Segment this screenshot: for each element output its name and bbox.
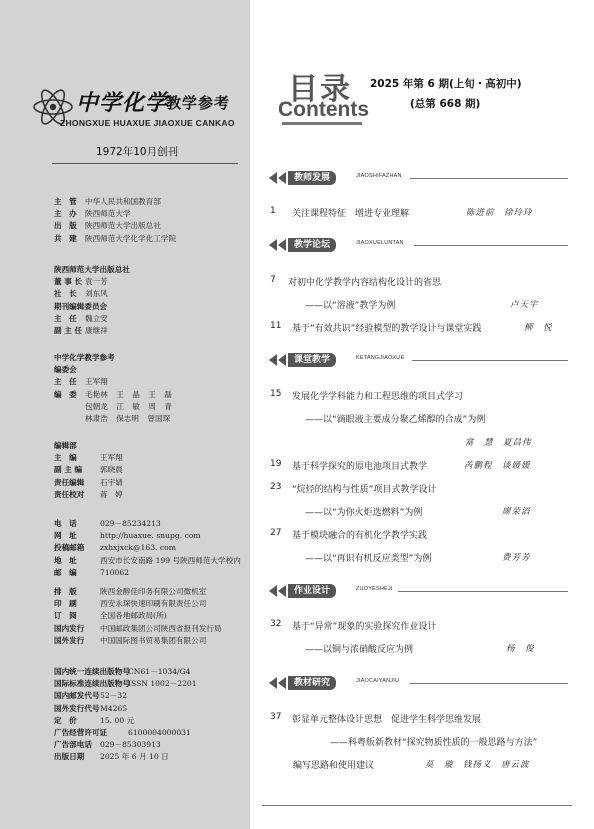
- page-number: 23: [270, 482, 282, 492]
- board-members-line: 林肃浩 保志明 曾国琛: [85, 414, 171, 424]
- press-heading: 陕西师范大学出版总社: [54, 265, 130, 274]
- section-tag: 教学论坛: [288, 238, 336, 252]
- board-heading: 中学化学教学参考: [54, 353, 115, 362]
- journal-logo-text: 中学化学: [76, 90, 169, 116]
- section-rule: [410, 683, 568, 684]
- contact-block: [54, 518, 241, 579]
- section-tag: 教师发展: [288, 171, 336, 185]
- article-subtitle-cont: 编写思路和使用建议: [293, 761, 375, 771]
- article-title: 对初中化学教学内容结构化设计的省思: [288, 278, 442, 288]
- section-pinyin: JIAOSHIFAZHAN: [356, 173, 402, 179]
- info-value: 魏立安: [85, 313, 108, 323]
- article-author: 柳 悦: [524, 323, 553, 333]
- info-label: 责任编辑: [54, 477, 85, 487]
- page-number: 1: [270, 206, 276, 216]
- double-arrow-icon: [268, 172, 288, 184]
- info-value: 6100004000031: [128, 728, 191, 738]
- article-author: 费芳芳: [502, 553, 531, 563]
- info-label: 投稿邮箱: [54, 543, 85, 553]
- info-label: 社 长: [54, 289, 77, 299]
- publish-date: 2025 年 6 月 10 日: [100, 752, 169, 762]
- info-label: 广告部电话: [54, 740, 92, 750]
- founded-date: 1972年10月创刊: [96, 146, 179, 158]
- info-label: 主 编: [54, 453, 77, 463]
- editorial-board-block: [54, 352, 172, 425]
- section-tag: 教材研究: [288, 676, 336, 690]
- info-value: M4265: [100, 703, 128, 713]
- registration-block: [54, 666, 197, 764]
- info-value: 袁一芳: [85, 277, 108, 287]
- info-label: 副 主 任: [54, 326, 83, 336]
- article-title: 发展化学学科能力和工程思维的项目式学习: [292, 392, 464, 402]
- info-value: 王军翔: [100, 453, 123, 463]
- page-number: 27: [270, 528, 282, 538]
- info-value: 陕西师范大学: [85, 209, 131, 219]
- double-arrow-icon: [268, 585, 288, 597]
- info-label: 邮 编: [54, 567, 77, 577]
- section-header: [268, 353, 568, 367]
- bottom-rule: [262, 805, 572, 806]
- article-author: 陈进前 徐玲玲: [466, 208, 533, 218]
- section-rule: [398, 591, 568, 592]
- info-value: 陕西师范大学出版总社: [85, 221, 161, 231]
- section-rule: [414, 245, 568, 246]
- article-title: 基于“异常”现象的实验探究作业设计: [292, 622, 437, 632]
- section-pinyin: ZUOYESHEJI: [356, 586, 393, 592]
- double-arrow-icon: [268, 677, 288, 689]
- journal-masthead: [30, 78, 244, 138]
- section-header: [268, 238, 568, 252]
- info-label: 国际标准连续出版物号: [54, 679, 130, 689]
- article-subtitle: ——以铜与浓硝酸反应为例: [305, 645, 414, 655]
- info-value: 陕西金醇佳印务有限公司微机室: [100, 587, 207, 596]
- info-label: 国外发行: [54, 635, 85, 645]
- page-number: 15: [270, 389, 282, 399]
- info-label: 国内统一连续出版物号: [54, 667, 130, 676]
- info-label: 出版日期: [54, 752, 85, 762]
- board-members-line: 毛艳林 王 晶 王 磊: [85, 389, 172, 399]
- article-title: 基于“有效共识”经验模型的教学设计与课堂实践: [292, 324, 482, 334]
- section-tag: 作业设计: [288, 584, 336, 598]
- article-subtitle: ——以“溶液”教学为例: [305, 301, 396, 311]
- article-author: 杨 俊: [506, 644, 535, 654]
- info-value: 中国国际图书贸易集团有限公司: [100, 635, 207, 645]
- info-label: 国外发行代号: [54, 703, 100, 713]
- info-value: 中华人民共和国教育部: [85, 197, 161, 206]
- article-title: “烷烃的结构与性质”项目式教学设计: [292, 485, 437, 495]
- section-rule: [410, 178, 568, 179]
- info-value: 52－32: [100, 691, 127, 701]
- info-value: 中国邮政集团公司陕西省报刊发行局: [100, 623, 222, 633]
- press-block: [54, 264, 130, 337]
- article-author: 富 慧 夏昌伟: [465, 438, 532, 448]
- info-label: 责任校对: [54, 489, 85, 499]
- info-value: CN61－1034/G4: [128, 667, 191, 676]
- section-pinyin: JIAOXUELUNTAN: [356, 240, 404, 246]
- info-value: 蒋 婷: [100, 489, 123, 499]
- contents-title-cn: 目录: [288, 72, 352, 107]
- section-rule: [412, 360, 568, 361]
- section-header: [268, 676, 568, 690]
- info-value: 西安永琛快速印刷有限责任公司: [100, 599, 207, 609]
- article-subtitle: ——以“为你火炬选燃料”为例: [305, 508, 423, 518]
- info-value: 029－85303913: [100, 740, 161, 750]
- article-subtitle: ——以“再识有机反应类型”为例: [305, 554, 432, 564]
- info-value: 刘东风: [85, 289, 108, 299]
- info-label: 主 任: [54, 377, 77, 387]
- price-value: 15. 00 元: [100, 715, 135, 725]
- total-issue-number: (总第 668 期): [410, 98, 481, 110]
- article-title: 彰显单元整体设计思想 促进学生科学思维发展: [292, 715, 482, 725]
- contents-title-en: Contents: [278, 98, 369, 121]
- info-value: ISSN 1002－2201: [128, 679, 197, 689]
- info-value: 全国各地邮政局(所): [100, 611, 167, 621]
- article-title: 基于科学探究的原电池项目式教学: [292, 462, 428, 472]
- printing-block: [54, 586, 222, 647]
- board-members-line: 包朝龙 江 敏 周 青: [85, 401, 172, 411]
- info-label: 定 价: [54, 715, 77, 725]
- info-value: 石宇婧: [100, 477, 123, 487]
- postcode-value: 710062: [100, 567, 129, 577]
- info-label: 主 办: [54, 209, 77, 219]
- info-label: 电 话: [54, 519, 77, 528]
- info-label: 排 版: [54, 587, 77, 596]
- info-value: 郭晓晨: [100, 465, 123, 475]
- article-title: 关注课程特征 增进专业理解: [292, 209, 410, 219]
- section-pinyin: JIAOCAIYANJIU: [356, 678, 400, 684]
- phone-value: 029－85234213: [100, 519, 161, 528]
- double-arrow-icon: [268, 239, 288, 251]
- board-subheading: 编委会: [54, 365, 77, 375]
- info-label: 订 阅: [54, 611, 77, 621]
- info-label: 出 版: [54, 221, 77, 231]
- info-label: 印 刷: [54, 599, 77, 609]
- info-label: 董 事 长: [54, 277, 83, 287]
- board-chair: 王军翔: [85, 377, 108, 387]
- page-number: 11: [270, 321, 282, 331]
- info-label: 国内邮发代号: [54, 691, 100, 701]
- page-number: 19: [270, 459, 282, 469]
- info-value: 康继祥: [85, 326, 108, 336]
- article-subtitle: ——科粤版新教材“探究物质性质的一般思路与方法”: [330, 738, 538, 748]
- office-heading: 编辑部: [54, 441, 77, 450]
- page-number: 37: [270, 712, 282, 722]
- page-number: 32: [270, 619, 282, 629]
- editorial-office-block: [54, 440, 123, 501]
- address-value: 西安市长安南路 199 号陕西师范大学校内: [100, 555, 241, 565]
- info-value: 陕西师范大学化学化工学院: [85, 233, 177, 243]
- section-pinyin: KETANGJIAOXUE: [356, 355, 405, 361]
- info-label: 网 址: [54, 531, 77, 541]
- double-arrow-icon: [268, 354, 288, 366]
- section-tag: 课堂教学: [288, 353, 336, 367]
- issue-number: 2025 年第 6 期(上旬・高初中): [370, 78, 522, 90]
- info-label: 共 建: [54, 233, 77, 243]
- committee-heading: 期刊编辑委员会: [54, 301, 108, 311]
- article-author: 廖荣滔: [502, 507, 531, 517]
- email-link[interactable]: zxhxjxck@163. com: [100, 543, 176, 553]
- journal-pinyin: ZHONGXUE HUAXUE JIAOXUE CANKAO: [60, 118, 235, 128]
- info-label: 国内发行: [54, 623, 85, 633]
- masthead-column: [0, 0, 250, 829]
- article-author: 莫 璇 钱扬义 唐云波: [425, 760, 530, 770]
- info-label: 地 址: [54, 555, 77, 565]
- section-header: [268, 171, 568, 185]
- info-label: 主 管: [54, 197, 77, 206]
- page-number: 7: [270, 275, 276, 285]
- info-label: 编 委: [54, 389, 77, 399]
- divider: [52, 163, 238, 164]
- article-title: 基于模块融合的有机化学教学实践: [292, 531, 428, 541]
- article-subtitle: ——以“滴眼液主要成分聚乙烯醇的合成”为例: [305, 415, 486, 425]
- journal-subtitle: 教学参考: [166, 94, 231, 112]
- publisher-block: [54, 196, 176, 245]
- article-author: 卢天宇: [510, 300, 539, 310]
- info-label: 主 任: [54, 313, 77, 323]
- info-label: 广告经营许可证: [54, 728, 108, 738]
- title-underline: [282, 122, 362, 125]
- article-author: 芮鹏程 谈媛媛: [464, 461, 531, 471]
- website-link[interactable]: http://huaxue. snupg. com: [100, 531, 201, 541]
- section-header: [268, 584, 568, 598]
- info-label: 副 主 编: [54, 465, 83, 475]
